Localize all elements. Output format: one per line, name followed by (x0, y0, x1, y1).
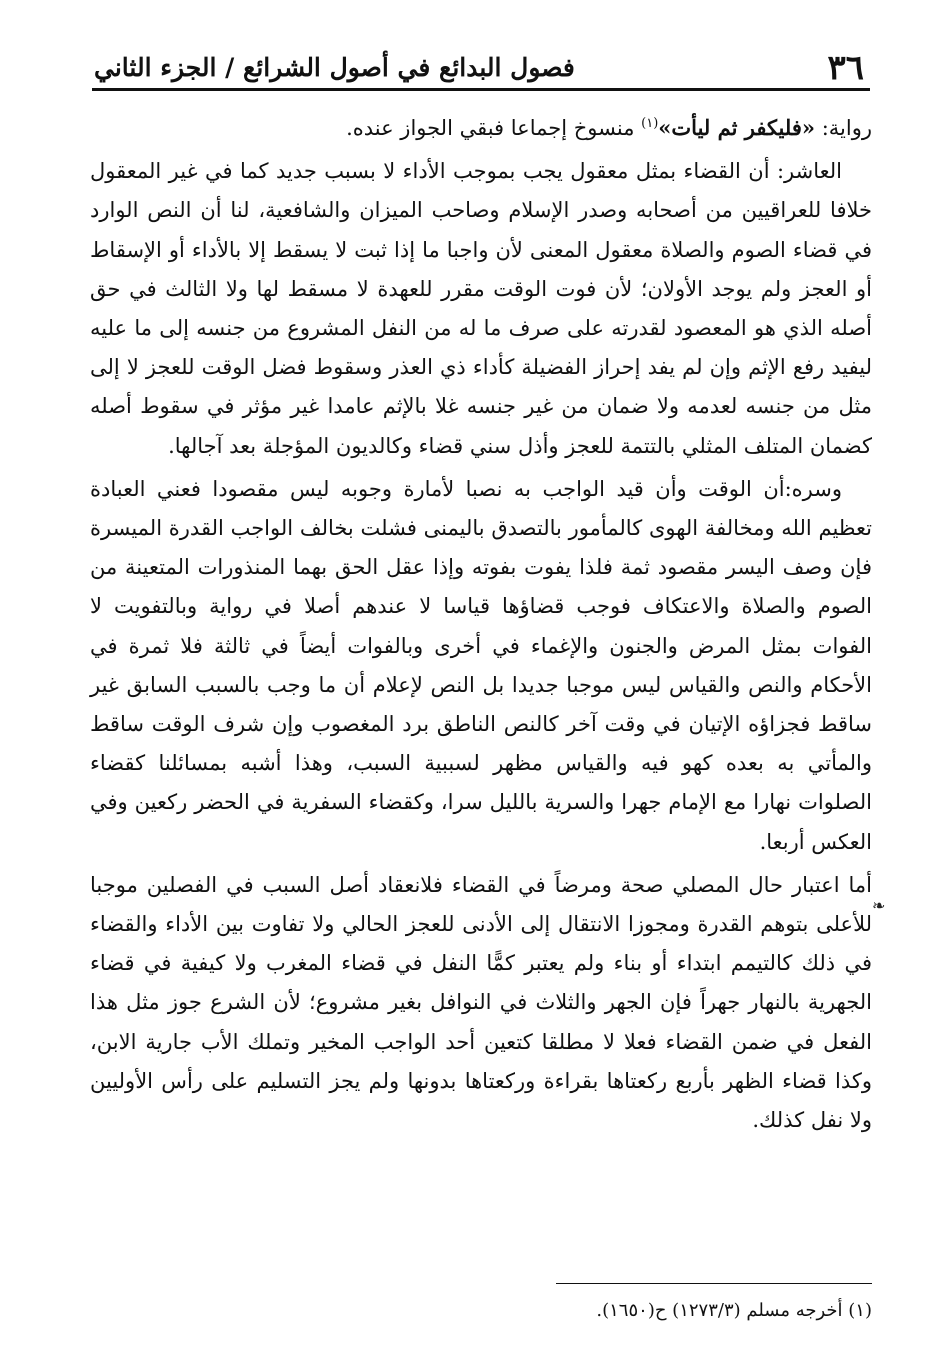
footnote: (١) أخرجه مسلم (١٢٧٣/٣) ح(١٦٥٠). (596, 1300, 872, 1321)
hadith-quote: «فليكفر ثم ليأت» (658, 115, 816, 140)
page-number: ٣٦ (827, 48, 864, 88)
page-header (92, 42, 870, 91)
running-title: فصول البدائع في أصول الشرائع / الجزء الثاني (94, 53, 575, 82)
paragraph-1-rest: منسوخ إجماعا فبقي الجواز عنده. (346, 116, 642, 140)
margin-ornament-icon: ❧ (872, 896, 886, 915)
footnote-divider (556, 1283, 872, 1284)
main-text (90, 108, 872, 1140)
footnote-reference: (١) (641, 116, 659, 131)
paragraph-1-lead: رواية: (815, 116, 872, 140)
paragraph-2: العاشر: أن القضاء بمثل معقول يجب بموجب الأداء لا بسبب جديد كما في غير المعقول خلافا للعراقيين من أصحابه وصدر الإسلام وصاحب الميزان والشافعية، لنا أن النص الوارد في قضاء الصوم والصلاة معقول المعنى لأن واجبا ما إذا ثبت لا يسقط إلا بالأداء أو الإسقاط أو العجز ولم يوجد الأولان؛ لأن فوت الوقت مقرر للعهدة لا مسقط لها ولا الثالث في حق أصله الذي هو المعصود لقدرته على صرف ما له من النفل المشروع من جنسه إلى ما عليه ليفيد رفع الإثم وإن لم يفد إحراز الفضيلة كأداء ذي العذر وسقوط فضل الوقت للعجز لا إلى مثل من جنسه لعدمه ولا ضمان من غير جنسه غلا بالإثم عامدا غير مؤثر في سقوط أصله كضمان المتلف المثلي بالتتمة للعجز وأذل سني قضاء وكالديون المؤجلة بعد آجالها. (90, 159, 872, 458)
paragraph-4: أما اعتبار حال المصلي صحة ومرضاً في القضاء فلانعقاد أصل السبب في الفصلين موجبا للأعلى بتوهم القدرة ومجوزا الانتقال إلى الأدنى للعجز الحالي ولا تفاوت بين الأداء والقضاء في ذلك كالتيمم ابتداء أو بناء ولم يعتبر كمًّا النفل في قضاء المغرب ولا كيفية في قضاء الجهرية بالنهار جهراً فإن الجهر والثلاث في النوافل بغير مشروع؛ لأن الشرع جوز مثل هذا الفعل في ضمن القضاء فعلا لا مطلقا كتعين أحد الواجب المخير وتملك الأب جارية الابن، وكذا قضاء الظهر بأربع ركعتاها بقراءة وركعتاها بدونها ولم يجز التسليم على رأس الأوليين ولا نفل كذلك. (90, 872, 872, 1133)
paragraph-3: وسره:أن الوقت وأن قيد الواجب به نصبا لأمارة وجوبه ليس مقصودا فعني العبادة تعظيم الله ومخالفة الهوى كالمأمور بالتصدق باليمنى فشلت بخالف الواجب القدرة الميسرة فإن وصف اليسر مقصود ثمة فلذا يفوت بفوته وإذا عقل الحق بهما المنذورات المتعينة من الصوم والصلاة والاعتكاف فوجب قضاؤها قياسا لا عندهم أصلا في رواية وبالتفويت لا الفوات بمثل المرض والجنون والإغماء في أخرى وبالفوات أيضاً في ثالثة فلا ثمرة في الأحكام والنص والقياس ليس موجبا جديدا بل النص لإعلام أن ما وجب بالسبب السابق غير ساقط فجزاؤه الإتيان في وقت آخر كالنص الناطق برد المغصوب وإن شرف الوقت ساقط والمأتي به بعده كهو فيه والقياس مظهر لسببية السبب، وهذا أشبه بمسائلنا كقضاء الصلوات نهارا مع الإمام جهرا والسرية بالليل سرا، وكقضاء السفرية في الحضر ركعين وفي العكس أربعا. (90, 476, 872, 854)
paragraph-1 (90, 108, 872, 148)
